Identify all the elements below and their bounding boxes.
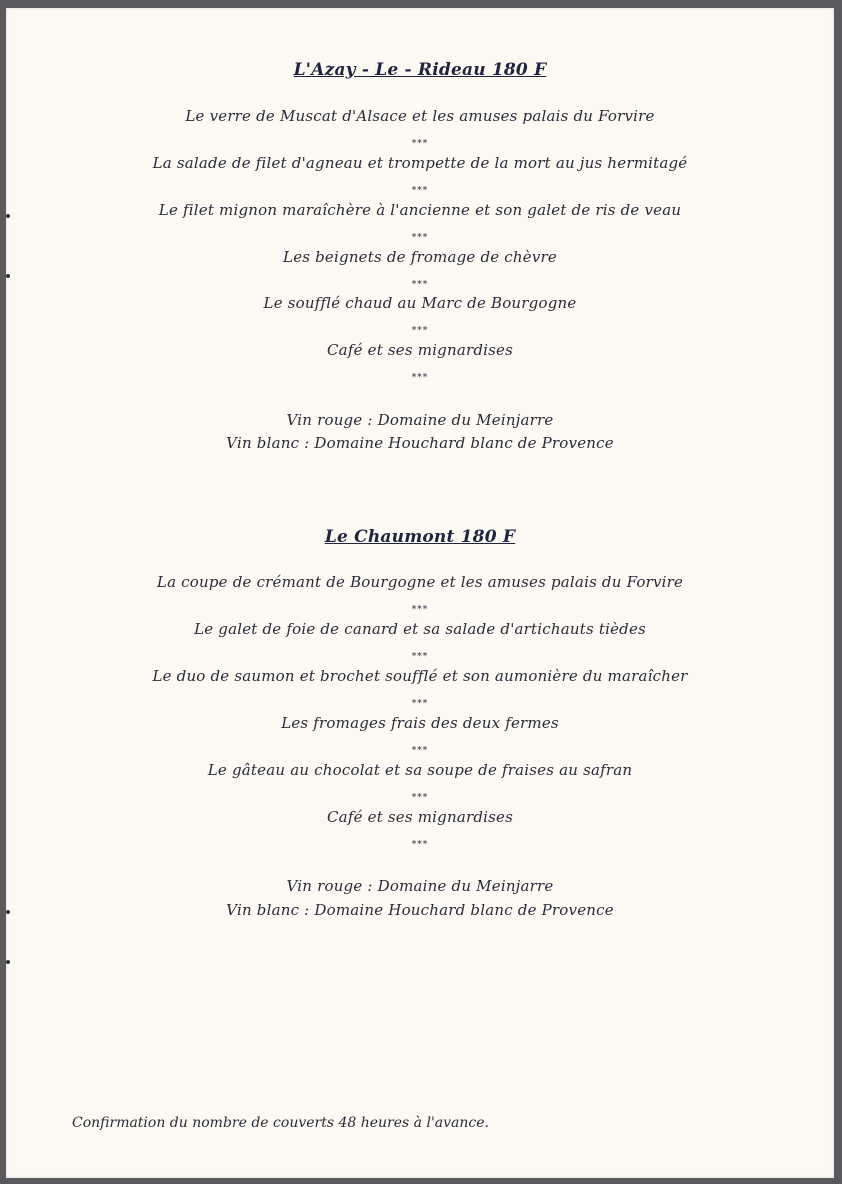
- wine-red: Vin rouge : Domaine du Meinjarre: [286, 877, 554, 895]
- course-item: Le galet de foie de canard et sa salade d'artichauts tièdes: [194, 620, 646, 638]
- course-separator: ***: [411, 326, 429, 336]
- wine-white: Vin blanc : Domaine Houchard blanc de Provence: [226, 901, 614, 919]
- course-item: Les beignets de fromage de chèvre: [283, 248, 557, 266]
- course-separator: ***: [411, 840, 429, 850]
- course-item: La salade de filet d'agneau et trompette de la mort au jus hermitagé: [152, 154, 688, 172]
- course-separator: ***: [411, 652, 429, 662]
- course-item: Café et ses mignardises: [327, 808, 513, 826]
- course-item: Le soufflé chaud au Marc de Bourgogne: [263, 294, 577, 312]
- binding-hole: [6, 960, 10, 964]
- course-separator: ***: [411, 139, 429, 149]
- course-separator: ***: [411, 186, 429, 196]
- course-separator: ***: [411, 280, 429, 290]
- course-item: Le gâteau au chocolat et sa soupe de fraises au safran: [207, 761, 633, 779]
- menu-page: [6, 8, 834, 1178]
- binding-hole: [6, 274, 10, 278]
- course-item: Le duo de saumon et brochet soufflé et son aumonière du maraîcher: [152, 667, 688, 685]
- course-separator: ***: [411, 699, 429, 709]
- course-separator: ***: [411, 233, 429, 243]
- footer-note: Confirmation du nombre de couverts 48 heures à l'avance.: [72, 1115, 489, 1131]
- menu-title: Le Chaumont 180 F: [324, 527, 516, 547]
- course-item: La coupe de crémant de Bourgogne et les amuses palais du Forvire: [156, 573, 684, 591]
- wine-red: Vin rouge : Domaine du Meinjarre: [286, 411, 554, 429]
- course-separator: ***: [411, 746, 429, 756]
- course-item: Le verre de Muscat d'Alsace et les amuses palais du Forvire: [185, 107, 655, 125]
- wine-white: Vin blanc : Domaine Houchard blanc de Provence: [226, 434, 614, 452]
- course-item: Les fromages frais des deux fermes: [281, 714, 559, 732]
- course-separator: ***: [411, 793, 429, 803]
- course-separator: ***: [411, 605, 429, 615]
- course-separator: ***: [411, 373, 429, 383]
- course-item: Café et ses mignardises: [327, 341, 513, 359]
- menu-title: L'Azay - Le - Rideau 180 F: [293, 60, 547, 80]
- course-item: Le filet mignon maraîchère à l'ancienne et son galet de ris de veau: [158, 201, 682, 219]
